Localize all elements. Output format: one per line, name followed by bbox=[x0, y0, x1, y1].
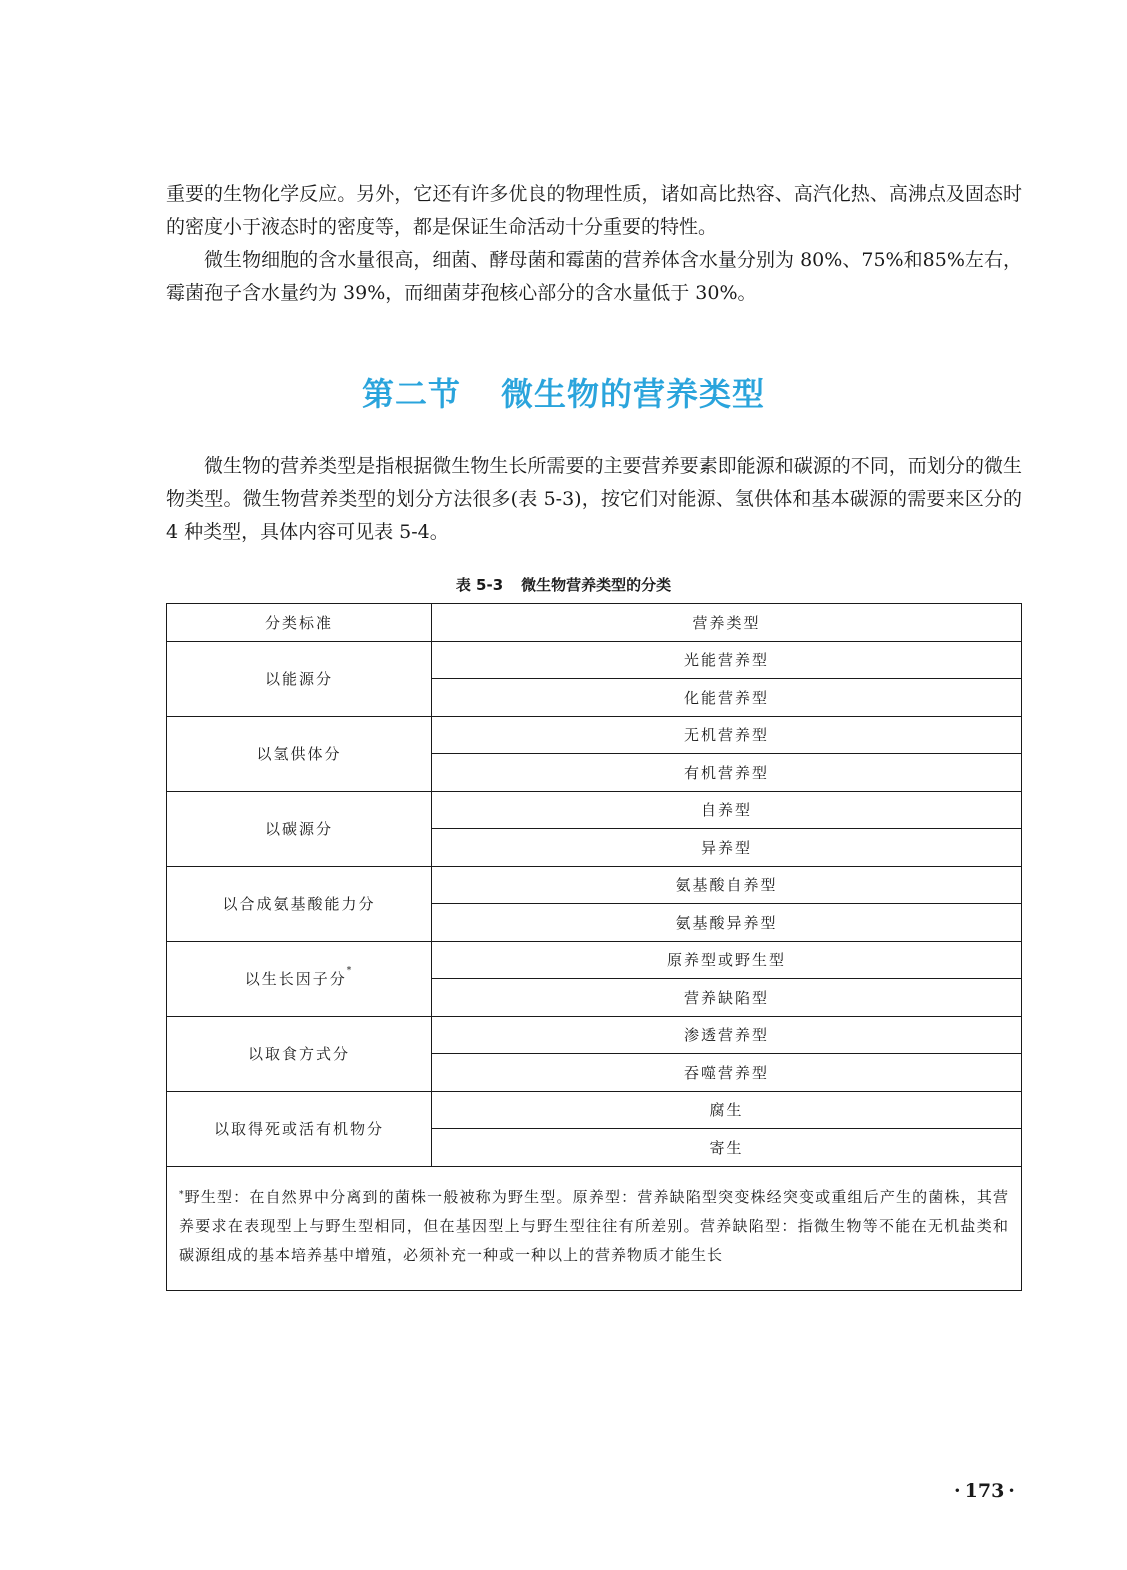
footnote-marker: * bbox=[346, 966, 354, 976]
page-number-value: 173 bbox=[964, 1480, 1005, 1502]
criterion-cell: 以取得死或活有机物分 bbox=[167, 1091, 432, 1166]
criterion-cell: 以合成氨基酸能力分 bbox=[167, 866, 432, 941]
table-caption bbox=[0, 573, 1127, 597]
table-row bbox=[167, 1016, 1022, 1054]
type-cell: 异养型 bbox=[432, 829, 1022, 867]
table-row bbox=[167, 791, 1022, 829]
page-number: · 173 · bbox=[954, 1480, 1015, 1502]
table-row bbox=[167, 641, 1022, 679]
table-row bbox=[167, 866, 1022, 904]
type-cell: 无机营养型 bbox=[432, 716, 1022, 754]
criterion-cell: 以氢供体分 bbox=[167, 716, 432, 791]
type-cell: 原养型或野生型 bbox=[432, 941, 1022, 979]
type-cell: 寄生 bbox=[432, 1129, 1022, 1167]
type-cell: 光能营养型 bbox=[432, 641, 1022, 679]
type-cell: 氨基酸自养型 bbox=[432, 866, 1022, 904]
type-cell: 自养型 bbox=[432, 791, 1022, 829]
section-heading bbox=[0, 368, 1127, 420]
footnote-marker: * bbox=[179, 1189, 185, 1200]
table-footnote bbox=[167, 1166, 1022, 1290]
criterion-cell: 以碳源分 bbox=[167, 791, 432, 866]
type-cell: 化能营养型 bbox=[432, 679, 1022, 717]
type-cell: 腐生 bbox=[432, 1091, 1022, 1129]
type-cell: 氨基酸异养型 bbox=[432, 904, 1022, 942]
classification-table bbox=[166, 603, 1022, 1291]
header-type: 营养类型 bbox=[432, 604, 1022, 642]
paragraph-water-content: 微生物细胞的含水量很高，细菌、酵母菌和霉菌的营养体含水量分别为 80%、75%和85%左右，霉菌孢子含水量约为 39%，而细菌芽孢核心部分的含水量低于 30%。 bbox=[166, 249, 1022, 304]
table-row bbox=[167, 1091, 1022, 1129]
criterion-text: 以生长因子分 bbox=[244, 970, 347, 988]
criterion-cell: 以取食方式分 bbox=[167, 1016, 432, 1091]
footnote-text: 野生型：在自然界中分离到的菌株一般被称为野生型。原养型：营养缺陷型突变株经突变或重组后产生的菌株，其营养要求在表现型上与野生型相同，但在基因型上与野生型往往有所差别。营养缺陷型：指微生物等不能在无机盐类和碳源组成的基本培养基中增殖，必须补充一种或一种以上的营养物质才能生长 bbox=[179, 1187, 1009, 1264]
table-header-row bbox=[167, 604, 1022, 642]
section-title-text: 微生物的营养类型 bbox=[501, 375, 766, 413]
table-row bbox=[167, 716, 1022, 754]
paragraph-continued: 重要的生物化学反应。另外，它还有许多优良的物理性质，诸如高比热容、高汽化热、高沸点及固态时的密度小于液态时的密度等，都是保证生命活动十分重要的特性。 bbox=[166, 183, 1022, 238]
table-caption-title: 微生物营养类型的分类 bbox=[521, 576, 672, 594]
type-cell: 有机营养型 bbox=[432, 754, 1022, 792]
criterion-cell: 以能源分 bbox=[167, 641, 432, 716]
type-cell: 营养缺陷型 bbox=[432, 979, 1022, 1017]
section-number: 第二节 bbox=[361, 375, 461, 413]
table-caption-number: 表 5-3 bbox=[455, 576, 504, 594]
header-criterion: 分类标准 bbox=[167, 604, 432, 642]
table-row bbox=[167, 941, 1022, 979]
criterion-cell bbox=[167, 941, 432, 1016]
paragraph-nutrition-types: 微生物的营养类型是指根据微生物生长所需要的主要营养要素即能源和碳源的不同，而划分的微生物类型。微生物营养类型的划分方法很多(表 5-3)，按它们对能源、氢供体和基本碳源的需要来区分的 4 种类型，具体内容可见表 5-4。 bbox=[166, 455, 1022, 543]
type-cell: 渗透营养型 bbox=[432, 1016, 1022, 1054]
table-footnote-row bbox=[167, 1166, 1022, 1290]
type-cell: 吞噬营养型 bbox=[432, 1054, 1022, 1092]
